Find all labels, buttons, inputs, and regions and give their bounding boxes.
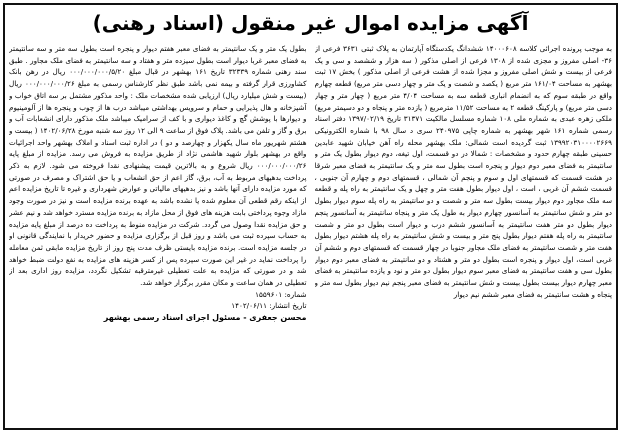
publish-date: تاریخ انتشار: ۱۴۰۲/۰۶/۱۱ — [231, 301, 307, 311]
auction-notice — [3, 3, 618, 430]
notice-columns — [9, 43, 612, 424]
left-column-text: بطول یک متر و یک سانتیمتر به فضای معبر هفتم دیوار و پنجره است بطول سه متر و سه سانتیمتر به فضای معبر غربا دیوار است بطول سیزده متر و هفتاد و سه سانتیمتر به فضای ملک مجاور . طبق سند رهنی شماره ۳۲۳۳۹ تاریخ ۱۶۱ بهشهر در قبال مبلغ ۰۰۰/۰۰۰/۰۰۰/۵/۲۰ ریال در رهن بانک کشاورزی قرار گرفته و بیمه نمی باشد طبق نظر کارشناس رسمی به مبلغ ۰۰۰/۰۰۰/۰۰۰/۲۶ ریال (بیست و شش میلیارد ریال) ارزیابی شده مشخصات ملک : واحد مذکور مشتمل بر سه اتاق خواب و آشپزخانه و هال پذیرایی و حمام و سرویس بهداشتی میباشد درب ها از چوب و پنجره ها از آلومینیوم و دیوارها با پوشش گچ و کاغذ دیواری و با کف از سرامیک میباشد ملک مذکور دارای انشعابات آب و برق و گاز و تلفن می باشد. پلاک فوق از ساعت ۹ الی ۱۲ روز سه شنبه مورخ ۱۴۰۲/۰۶/۲۸ ( بیست و هشتم شهریور ماه سال یکهزار و چهارصد و دو ) در اداره ثبت اسناد و املاک بهشهر واحد اجرائیات واقع در بهشهر بلوار شهید هاشمی نژاد از طریق مزایده به فروش می رسد. مزایده از مبلغ پایه ۰۰۰/۰۰۰/۰۰۰/۲۶ ریال شروع و به بالاترین قیمت پیشنهادی نقدا فروخته می شود. لازم به ذکر پرداخت بدهیهای مربوط به آب، برق، گاز اعم از حق انشعاب و یا حق اشتراک و مصرف در صورتی که مورد مزایده دارای آنها باشد و نیز بدهیهای مالیاتی و عوارض شهرداری و غیره تا تاریخ مزایده اعم از اینکه رقم قطعی آن معلوم شده یا نشده باشد به عهده برنده مزایده است و نیز در صورت وجود مازاد وجوه پرداختی بابت هزینه های فوق از محل مازاد به برنده مزایده مسترد خواهد شد و نیم عشر و حق مزایده نقدا وصول می گردد. شرکت در مزایده منوط به پرداخت ده درصد از مبلغ پایه مزایده به حساب سپرده ثبت می باشد و روز قبل از برگزاری مزایده و حضور خریدار با نمایندگی قانونی او در جلسه مزایده است. برنده مزایده بایستی ظرف مدت پنج روز از تاریخ مزایده مابقی ثمن معامله را پرداخت نماید در غیر این صورت سپرده پس از کسر هزینه های مزایده به نفع دولت ضبط خواهد شد و در صورتی که مزایده به علت تعطیلی غیرمترقبه تشکیل نگردد، مزایده روز اداری بعد از تعطیلی در همان ساعت و مکان مقرر برگزار خواهد شد. — [9, 44, 307, 288]
notice-column-right — [315, 43, 613, 424]
notice-title: آگهی مزایده اموال غیر منقول (اسناد رهنی) — [92, 11, 529, 35]
signature-line: محسن جعفری - مسئول اجرای اسناد رسمی بهشهر — [103, 313, 307, 323]
notice-column-left — [9, 43, 307, 424]
right-column-text: به موجب پرونده اجرائی کلاسه ۱۴۰۰۰۶۰۸ ششدانگ یکدستگاه آپارتمان به پلاک ثبتی ۳۶۳۱ فرعی از ۳۶- اصلی مفروز و مجزی شده از ۱۳۰۸ فرعی از اصلی مذکور ( سه هزار و ششصد و سی و یک فرعی از بیست و شش اصلی مفروز و مجزا شده از هشت فرعی از اصلی مذکور ) بخش ۱۷ ثبت بهشهر به مساحت ۱۶۱/۰۴ متر مربع ( یکصد و شصت و یک متر و چهار دسی متر مربع) قطعه چهارم واقع در طبقه سوم که به انضمام انباری قطعه سه به مساحت ۴/۰۴ متر مربع ( چهار متر و چهار دسی متر مربع) و پارکینگ قطعه ۲ به مساحت ۱۱/۵۲ مترمربع ( یازده متر و پنجاه و دو دسیمتر مربع) ملکی زهره عبدی به شماره ملی ۱۰۸ شماره مسلسل مالکیت ۳۱۳۷۱ تاریخ ۱۳۹۷/۰۲/۱۹ دفتر اسناد رسمی شماره ۱۶۱ شهر بهشهر به شماره چاپی ۲۴۰۹۷۵ سری د سال ۹۸ با شماره الکترونیکی ۱۳۹۹۲۰۳۱۰۰۰۰۲۶۶۹ ثبت گردیده است شمالی: ملک بهشهر محله راه آهن خیابان شهید عابدین حسینی طبقه چهارم حدود و مشخصات : شمالا در دو قسمت، اول تیغه، دوم دیوار بطول یک متر و سانتیمتر به فضای معبر دوم دیوار و پنجره است بطول سه متر و یک سانتیمتر به فضای معبر شرقا در هشت قسمت که قسمتهای اول و سوم و پنجم آن شمالی ، قسمتهای دوم و چهارم آن جنوبی ، قسمت ششم آن غربی ، است ، اول دیوار بطول هفت متر و چهل و یک سانتیمتر به راه پله و قطعه سه ملک مجاور دوم دیوار بیست بطول سه متر و شصت و دو سانتیمتر به راه پله سوم دیوار بطول دو متر و شش سانتیمتر به آسانسور چهارم دیوار به طول یک متر و پنجاه سانتیمتر به آسانسور پنجم دیوار بطول دو متر هفت سانتیمتر به آسانسور ششم درب و دیوار است بطول دو متر و شصت سانتیمتر به راه پله هفتم دیوار بطول پنج متر و بیست و شش سانتیمتر به راه پله هشتم دیوار بطول هفت متر و شصت سانتیمتر به فضای ملک مجاور جنوبا در چهار قسمت که قسمتهای دوم و ششم آن غربی است، اول دیوار و پنجره است بطول دو متر و هشتاد و دو سانتیمتر به فضای معبر دوم دیوار بطول سی و هفت سانتیمتر به فضای معبر سوم دیوار بطول دو متر و نود و یازده سانتیمتر به فضای معبر چهارم دیوار بیست بطول بیست و شش سانتیمتر به فضای معبر پنجم نیم دیوار بطول سه متر و پنجاه و هشت سانتیمتر به فضای معبر ششم نیم دیوار — [314, 44, 612, 299]
serial-number: شماره: ۱۵۵۹۶۰۱ — [255, 289, 307, 299]
